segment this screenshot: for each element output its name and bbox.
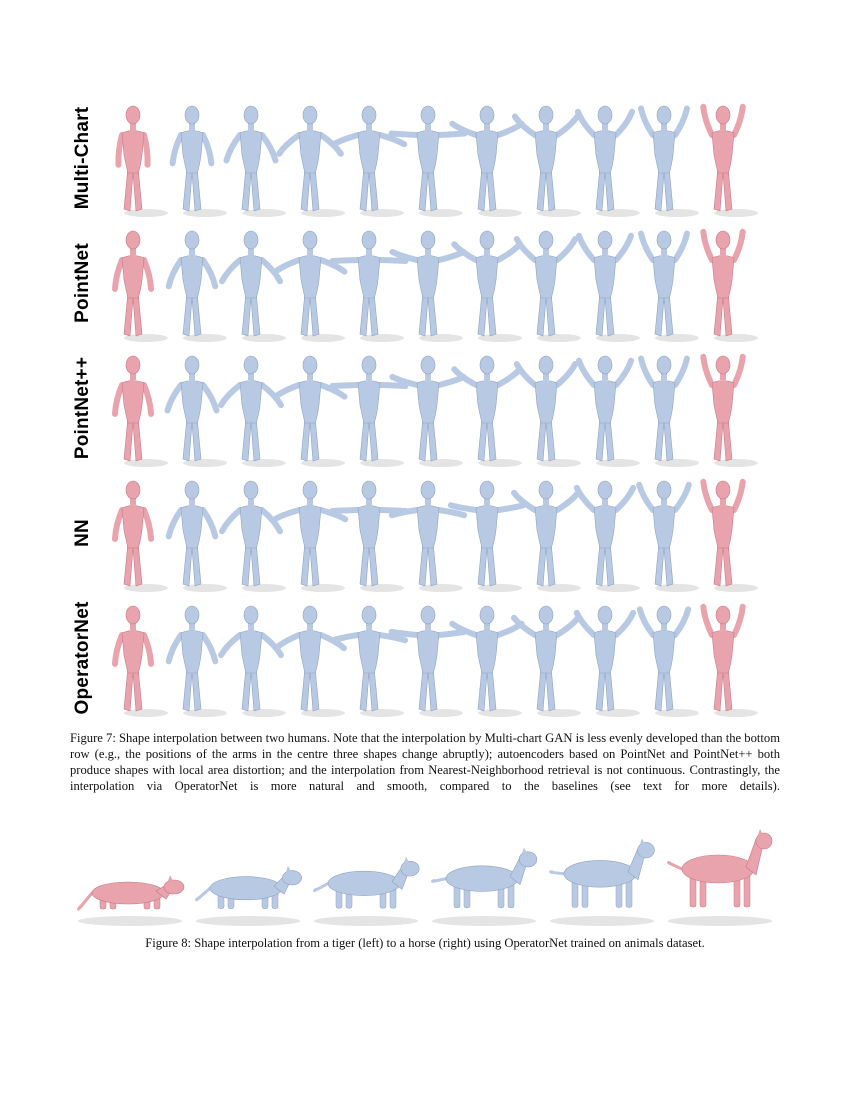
interpolated-shape <box>633 345 695 470</box>
figure-8-caption: Figure 8: Shape interpolation from a tiger (left) to a horse (right) using OperatorNet trained on animals dataset. <box>145 936 705 950</box>
source-shape <box>102 470 164 595</box>
interpolated-shape <box>161 595 223 720</box>
source-shape <box>102 595 164 720</box>
interpolated-shape <box>220 595 282 720</box>
source-shape <box>102 220 164 345</box>
interpolated-shape <box>161 345 223 470</box>
row-pointnet-plus-plus <box>60 345 780 470</box>
row-label <box>70 95 96 220</box>
row-label <box>70 345 96 470</box>
interpolated-shape <box>633 220 695 345</box>
shape-sequence <box>102 470 778 595</box>
row-label-text: PointNet++ <box>72 356 93 459</box>
interpolated-shape <box>220 345 282 470</box>
interpolated-animal-shape <box>424 825 544 925</box>
interpolated-shape <box>220 220 282 345</box>
row-label-text: PointNet <box>72 242 93 323</box>
row-label-text: Multi-Chart <box>72 106 93 209</box>
shape-sequence <box>102 345 778 470</box>
interpolated-shape <box>456 595 518 720</box>
interpolated-shape <box>279 345 341 470</box>
interpolated-shape <box>338 345 400 470</box>
interpolated-animal-shape <box>188 825 308 925</box>
source-shape <box>102 345 164 470</box>
interpolated-shape <box>574 220 636 345</box>
interpolated-shape <box>397 470 459 595</box>
interpolated-shape <box>220 95 282 220</box>
target-shape <box>692 595 754 720</box>
target-shape <box>692 220 754 345</box>
row-nn <box>60 470 780 595</box>
interpolated-shape <box>338 595 400 720</box>
interpolated-shape <box>161 470 223 595</box>
interpolated-shape <box>161 220 223 345</box>
interpolated-shape <box>397 220 459 345</box>
shape-sequence <box>102 95 778 220</box>
interpolated-shape <box>279 95 341 220</box>
interpolated-shape <box>279 470 341 595</box>
target-shape <box>692 470 754 595</box>
row-label <box>70 595 96 720</box>
interpolated-shape <box>574 95 636 220</box>
shape-sequence <box>102 595 778 720</box>
interpolated-shape <box>338 95 400 220</box>
figure-7 <box>60 95 780 720</box>
interpolated-shape <box>456 345 518 470</box>
interpolated-shape <box>515 595 577 720</box>
interpolated-shape <box>456 95 518 220</box>
interpolated-shape <box>633 95 695 220</box>
interpolated-shape <box>456 220 518 345</box>
interpolated-shape <box>397 95 459 220</box>
interpolated-shape <box>220 470 282 595</box>
interpolated-shape <box>515 95 577 220</box>
interpolated-shape <box>515 470 577 595</box>
interpolated-shape <box>515 220 577 345</box>
interpolated-animal-shape <box>542 825 662 925</box>
interpolated-shape <box>397 595 459 720</box>
target-shape <box>692 95 754 220</box>
interpolated-shape <box>456 470 518 595</box>
interpolated-shape <box>515 345 577 470</box>
row-label <box>70 220 96 345</box>
row-pointnet <box>60 220 780 345</box>
interpolated-shape <box>397 345 459 470</box>
interpolated-shape <box>279 595 341 720</box>
interpolated-shape <box>161 95 223 220</box>
interpolated-shape <box>574 595 636 720</box>
row-operatornet <box>60 595 780 720</box>
shape-sequence <box>102 220 778 345</box>
horse-shape <box>660 825 780 925</box>
interpolated-shape <box>574 345 636 470</box>
interpolated-shape <box>338 220 400 345</box>
interpolated-shape <box>633 595 695 720</box>
source-shape <box>102 95 164 220</box>
row-label-text: NN <box>72 518 93 547</box>
interpolated-shape <box>574 470 636 595</box>
target-shape <box>692 345 754 470</box>
interpolated-shape <box>633 470 695 595</box>
interpolated-shape <box>338 470 400 595</box>
interpolated-animal-shape <box>306 825 426 925</box>
interpolated-shape <box>279 220 341 345</box>
tiger-shape <box>70 825 190 925</box>
figure-7-caption: Figure 7: Shape interpolation between two humans. Note that the interpolation by Multi-chart GAN is less evenly developed than the bottom row (e.g., the positions of the arms in the centre three shapes change abruptly); autoencoders based on PointNet and PointNet++ both produce shapes with local area distortion; and the interpolation from Nearest-Neighborhood retrieval is not continuous. Contrastingly, the interpolation via OperatorNet is more natural and smooth, compared to the baselines (see text for more details). <box>70 731 780 793</box>
row-multi-chart <box>60 95 780 220</box>
row-label-text: OperatorNet <box>72 600 93 715</box>
figure-8 <box>70 825 780 925</box>
row-label <box>70 470 96 595</box>
